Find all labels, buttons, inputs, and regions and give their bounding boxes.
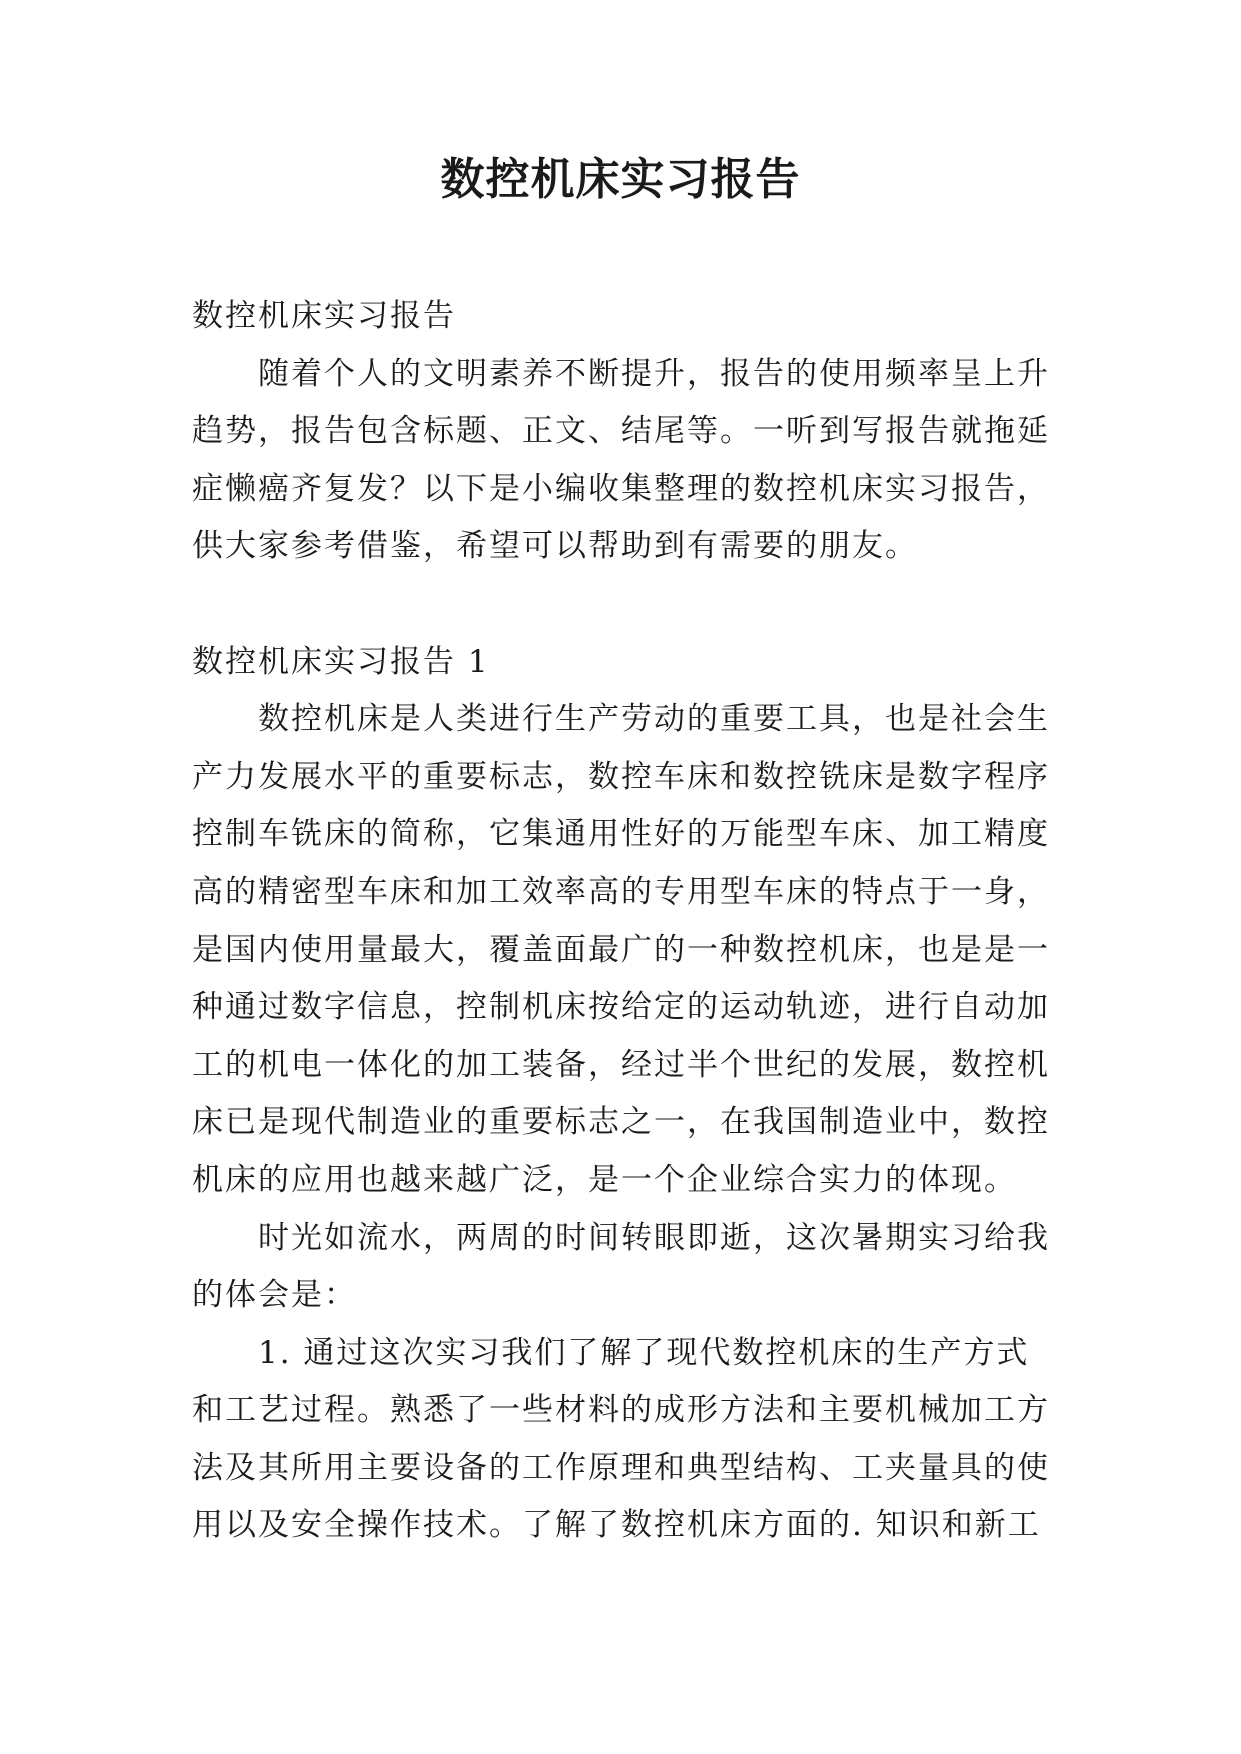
intro-line: 趋势，报告包含标题、正文、结尾等。一听到写报告就拖延: [192, 413, 1050, 450]
document-subtitle: 数控机床实习报告: [192, 298, 456, 334]
paragraph-line: 机床的应用也越来越广泛，是一个企业综合实力的体现。: [192, 1161, 1017, 1198]
paragraph-line: 控制车铣床的简称，它集通用性好的万能型车床、加工精度: [192, 816, 1050, 853]
paragraph-line: 和工艺过程。熟悉了一些材料的成形方法和主要机械加工方: [192, 1392, 1050, 1429]
paragraph-line: 是国内使用量最大，覆盖面最广的一种数控机床，也是是一: [192, 931, 1050, 968]
paragraph-line: 种通过数字信息，控制机床按给定的运动轨迹，进行自动加: [192, 989, 1050, 1026]
intro-line: 症懒癌齐复发？以下是小编收集整理的数控机床实习报告，: [192, 470, 1050, 507]
paragraph-line: 法及其所用主要设备的工作原理和典型结构、工夹量具的使: [192, 1449, 1050, 1486]
paragraph-line: 产力发展水平的重要标志，数控车床和数控铣床是数字程序: [192, 758, 1050, 795]
paragraph-line: 用以及安全操作技术。了解了数控机床方面的. 知识和新工: [192, 1507, 1041, 1544]
paragraph-line: 工的机电一体化的加工装备，经过半个世纪的发展，数控机: [192, 1046, 1050, 1083]
document-title: 数控机床实习报告: [440, 154, 801, 205]
paragraph-line: 时光如流水，两周的时间转眼即逝，这次暑期实习给我: [258, 1219, 1050, 1256]
paragraph-line: 床已是现代制造业的重要标志之一，在我国制造业中，数控: [192, 1104, 1050, 1141]
paragraph-line: 1. 通过这次实习我们了解了现代数控机床的生产方式: [258, 1334, 1030, 1371]
intro-line: 随着个人的文明素养不断提升，报告的使用频率呈上升: [258, 355, 1050, 392]
paragraph-spacer: [192, 576, 1072, 634]
paragraph-line: 数控机床是人类进行生产劳动的重要工具，也是社会生: [258, 701, 1050, 738]
intro-line: 供大家参考借鉴，希望可以帮助到有需要的朋友。: [192, 528, 918, 565]
paragraph-line: 的体会是：: [192, 1277, 357, 1314]
document-body: [192, 288, 1072, 1555]
section-heading: 数控机床实习报告 1: [192, 643, 490, 680]
paragraph-line: 高的精密型车床和加工效率高的专用型车床的特点于一身，: [192, 873, 1050, 910]
